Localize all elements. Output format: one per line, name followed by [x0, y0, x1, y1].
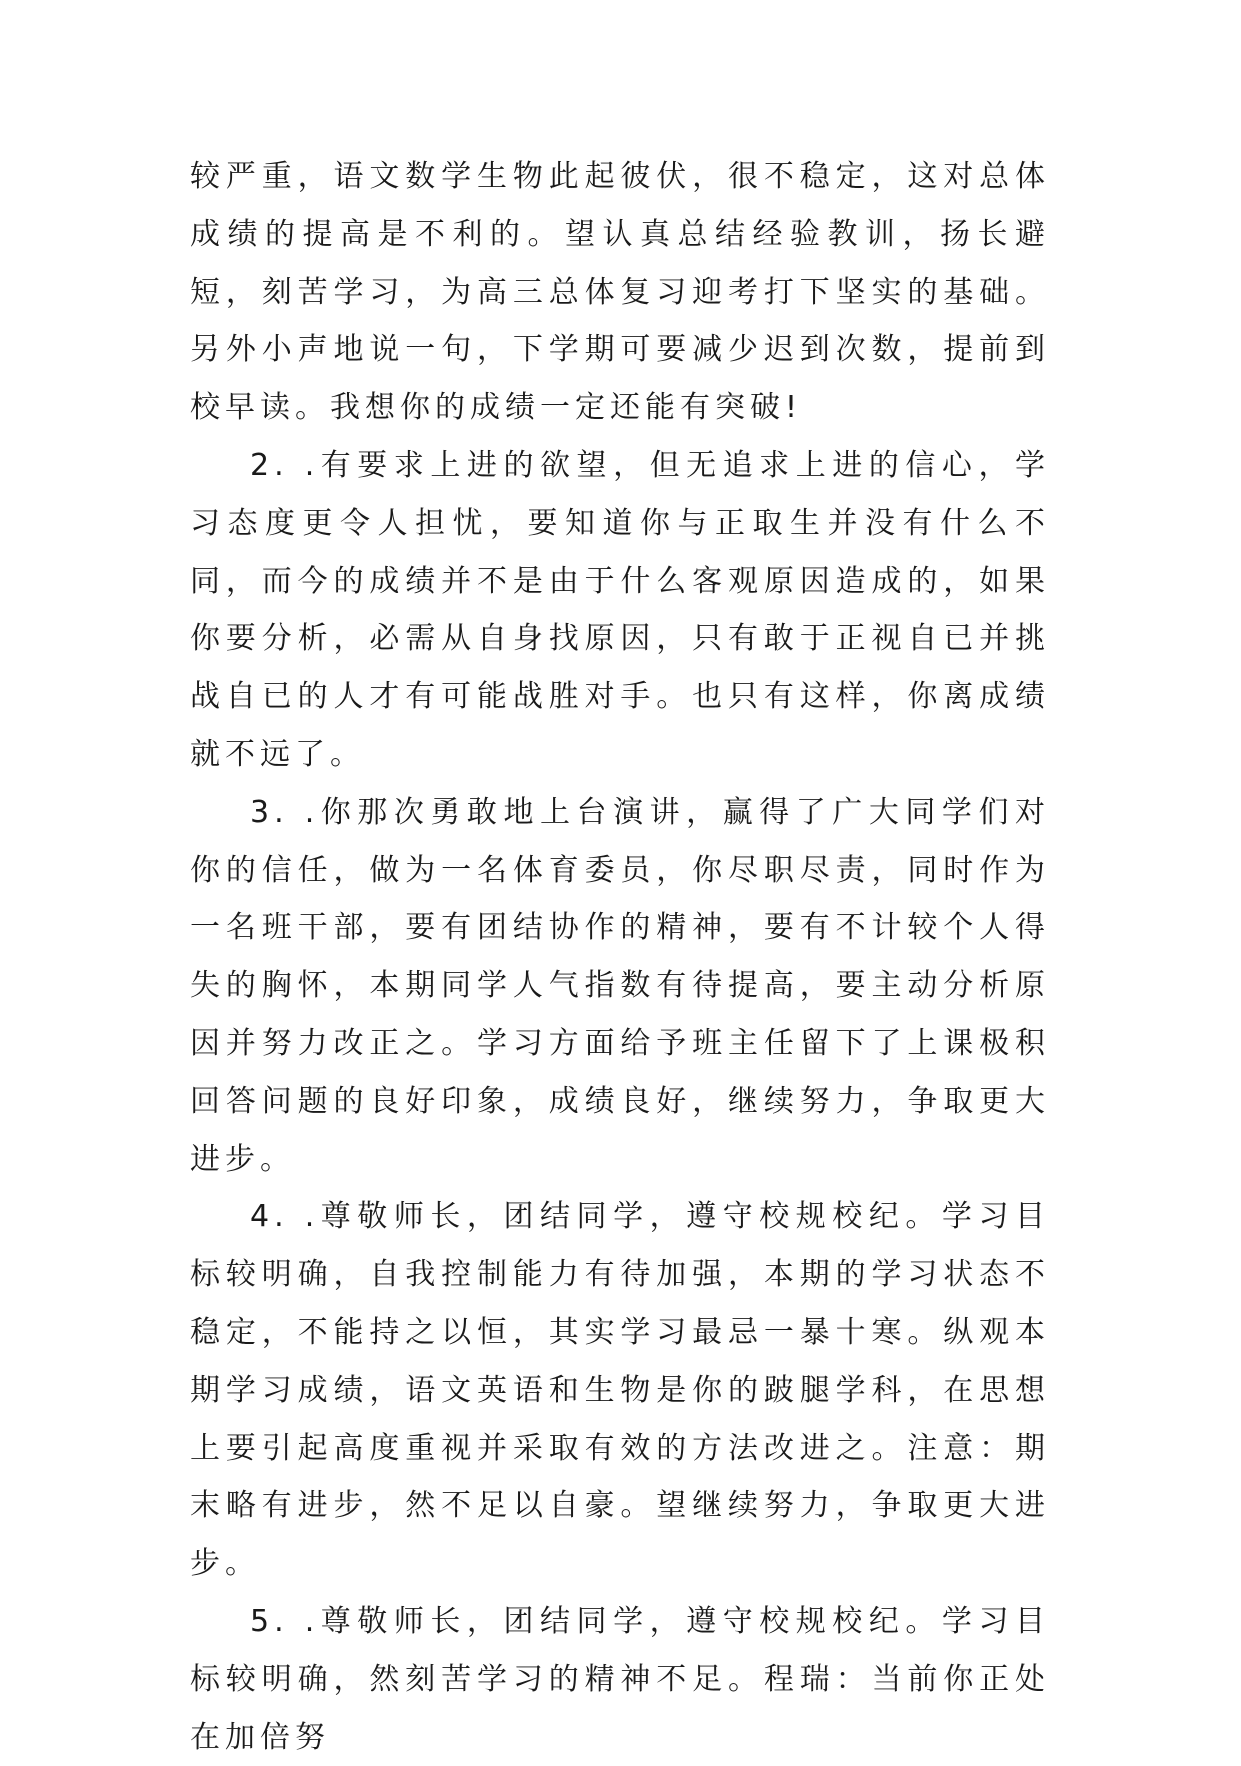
paragraph-item-3: 3. .你那次勇敢地上台演讲，赢得了广大同学们对你的信任，做为一名体育委员，你尽职尽责，同时作为一名班干部，要有团结协作的精神，要有不计较个人得失的胸怀，本期同学人气指数有待提高，要主动分析原因并努力改正之。学习方面给予班主任留下了上课极积回答问题的良好印象，成绩良好，继续努力，争取更大进步。: [190, 794, 1050, 1177]
paragraph-item-2: 2. .有要求上进的欲望，但无追求上进的信心，学习态度更令人担忧，要知道你与正取生并没有什么不同，而今的成绩并不是由于什么客观原因造成的，如果你要分析，必需从自身找原因，只有敢于正视自已并挑战自已的人才有可能战胜对手。也只有这样，你离成绩就不远了。: [190, 447, 1050, 772]
paragraph-continued: 较严重，语文数学生物此起彼伏，很不稳定，这对总体成绩的提高是不利的。望认真总结经验教训，扬长避短，刻苦学习，为高三总体复习迎考打下坚实的基础。另外小声地说一句，下学期可要减少迟到次数，提前到校早读。我想你的成绩一定还能有突破!: [190, 159, 1050, 426]
paragraph-item-4: 4. .尊敬师长，团结同学，遵守校规校纪。学习目标较明确，自我控制能力有待加强，本期的学习状态不稳定，不能持之以恒，其实学习最忌一暴十寒。纵观本期学习成绩，语文英语和生物是你的跛腿学科，在思想上要引起高度重视并采取有效的方法改进之。注意：期末略有进步，然不足以自豪。望继续努力，争取更大进步。: [190, 1199, 1050, 1582]
paragraph-item-5: 5. .尊敬师长，团结同学，遵守校规校纪。学习目标较明确，然刻苦学习的精神不足。程瑞：当前你正处在加倍努: [190, 1603, 1050, 1755]
document-body: [190, 148, 1050, 1766]
